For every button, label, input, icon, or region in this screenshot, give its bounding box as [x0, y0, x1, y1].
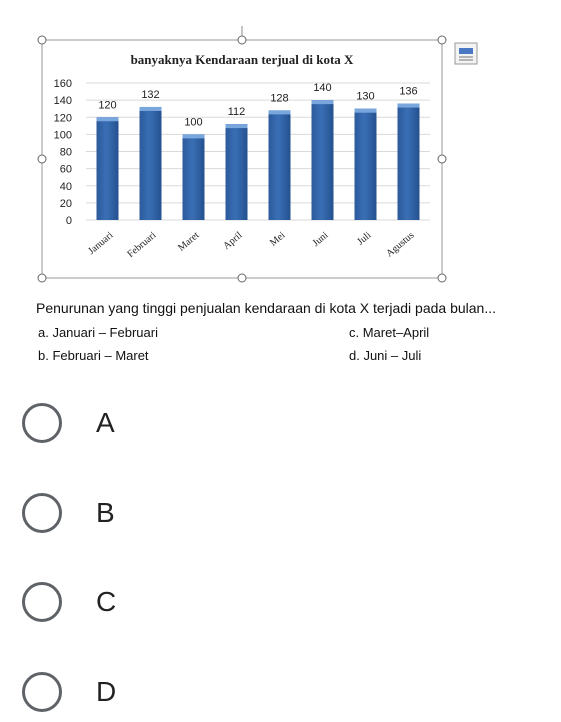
bar-top: [183, 134, 205, 138]
y-tick-label: 20: [59, 197, 72, 210]
option-b-text: b. Februari – Maret: [38, 348, 149, 363]
data-label: 130: [356, 90, 375, 103]
bar: [312, 100, 334, 220]
resize-handle[interactable]: [38, 155, 46, 163]
choice-d[interactable]: [22, 672, 222, 722]
bar-top: [355, 109, 377, 113]
resize-handle[interactable]: [238, 36, 246, 44]
choice-d-label: D: [96, 676, 117, 707]
bar: [140, 107, 162, 220]
x-tick-label: Juli: [355, 229, 374, 248]
x-tick-label: April: [221, 229, 245, 252]
option-d-text: d. Juni – Juli: [349, 348, 422, 363]
x-tick-label: Januari: [86, 229, 116, 257]
chart-figure: [0, 0, 561, 290]
bar-top: [398, 104, 420, 108]
resize-handle[interactable]: [38, 36, 46, 44]
radio-button-d[interactable]: [22, 672, 62, 712]
choice-c[interactable]: [22, 582, 222, 632]
bar: [398, 104, 420, 220]
radio-button-c[interactable]: [22, 582, 62, 622]
bar: [355, 109, 377, 220]
data-label: 140: [313, 82, 332, 95]
choice-b-label: B: [96, 497, 115, 528]
layout-options-icon[interactable]: [455, 43, 477, 64]
bar-top: [97, 117, 119, 121]
resize-handle[interactable]: [438, 155, 446, 163]
data-label: 136: [399, 85, 418, 98]
x-tick-label: Agustus: [384, 229, 417, 260]
data-label: 132: [141, 88, 160, 101]
x-tick-label: Maret: [176, 229, 202, 254]
choice-c-label: C: [96, 586, 117, 617]
radio-button-b[interactable]: [22, 493, 62, 533]
data-label: 112: [227, 106, 246, 119]
bar: [183, 134, 205, 220]
resize-handle[interactable]: [38, 274, 46, 282]
bar: [226, 124, 248, 220]
option-c-text: c. Maret–April: [349, 325, 430, 340]
x-tick-label: Mei: [268, 229, 288, 249]
y-tick-label: 60: [59, 163, 72, 176]
y-tick-label: 0: [65, 215, 72, 227]
bar-top: [312, 100, 334, 104]
data-label: 120: [98, 99, 117, 112]
x-tick-label: Februari: [125, 229, 159, 261]
option-a-text: a. Januari – Februari: [38, 325, 158, 340]
y-tick-label: 120: [53, 112, 72, 125]
resize-handle[interactable]: [438, 36, 446, 44]
bar-top: [140, 107, 162, 111]
y-tick-label: 40: [59, 180, 72, 193]
data-label: 100: [184, 116, 203, 129]
bar-top: [269, 110, 291, 114]
bar: [269, 110, 291, 220]
question-text: Penurunan yang tinggi penjualan kendaraan di kota X terjadi pada bulan...: [36, 300, 497, 316]
chart-title: banyaknya Kendaraan terjual di kota X: [130, 52, 354, 67]
choice-a[interactable]: [22, 403, 222, 453]
data-label: 128: [270, 92, 289, 105]
y-tick-label: 140: [53, 95, 72, 108]
bar: [97, 117, 119, 220]
resize-handle[interactable]: [238, 274, 246, 282]
y-tick-label: 160: [53, 78, 72, 90]
y-tick-label: 100: [53, 129, 72, 142]
resize-handle[interactable]: [438, 274, 446, 282]
radio-button-a[interactable]: [22, 403, 62, 443]
y-tick-label: 80: [59, 146, 72, 159]
x-tick-label: Juni: [310, 229, 331, 250]
choice-a-label: A: [96, 407, 115, 438]
choice-b[interactable]: [22, 493, 222, 543]
bar-top: [226, 124, 248, 128]
bar-chart: [0, 0, 561, 290]
